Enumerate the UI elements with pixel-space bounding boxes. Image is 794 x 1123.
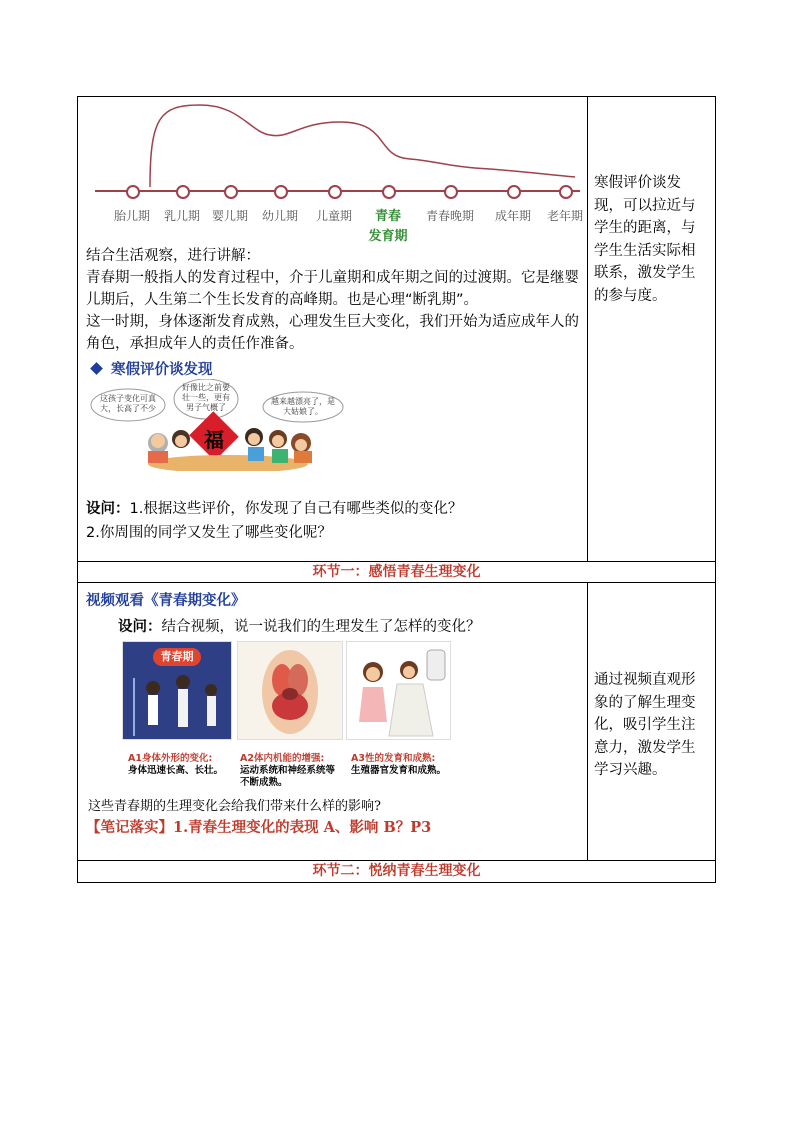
image-title: 青春期 (153, 648, 201, 666)
timeline-dot-icon (559, 185, 573, 199)
timeline-dot-icon (382, 185, 396, 199)
family-dinner-illustration (88, 379, 358, 471)
purpose-text-2: 通过视频直观形象的了解生理变化，吸引学生注意力，激发学生学习兴趣。 (594, 672, 696, 778)
question-label: 设问： (86, 501, 130, 517)
follow-up-question: 这些青春期的生理变化会给我们带来什么样的影响? (88, 799, 381, 814)
timeline-stage-label: 幼儿期 (261, 209, 299, 223)
note-line (86, 816, 431, 837)
life-stage-timeline (90, 97, 585, 247)
timeline-stage-label: 老年期 (546, 209, 584, 223)
timeline-stage-label: 成年期 (494, 209, 532, 223)
link-1-heading: 环节一：感悟青春生理变化 (78, 562, 715, 583)
timeline-dot-icon (274, 185, 288, 199)
content-cell (78, 583, 588, 860)
section-title: 寒假评价谈发现 (111, 362, 213, 378)
organs-image (237, 641, 343, 740)
caption-a1-text: 身体迅速长高、长壮。 (128, 765, 224, 776)
body-shape-image (122, 641, 232, 740)
purpose-cell (588, 583, 715, 860)
diamond-bullet-icon (90, 362, 103, 375)
question-text: 结合视频，说一说我们的生理发生了怎样的变化？ (161, 619, 481, 635)
timeline-dot-icon (176, 185, 190, 199)
question-block (86, 497, 584, 545)
girl-icon (347, 642, 450, 739)
table-row (78, 97, 715, 562)
bubble-1: 这孩子变化可真大，长高了不少 (100, 394, 156, 413)
caption-a3: A3性的发育和成熟: (351, 753, 436, 764)
question-label: 设问： (118, 619, 162, 635)
caption-a1: A1身体外形的变化: (128, 753, 213, 764)
timeline-stage-label: 胎儿期 (113, 209, 151, 223)
lesson-table (77, 96, 716, 883)
timeline-dot-icon (507, 185, 521, 199)
question-1: 1.根据这些评价，你发现了自己有哪些类似的变化？ (129, 501, 463, 517)
bubble-2: 好像比之前要壮一些，更有男子气概了 (182, 383, 230, 412)
caption-a2-text: 运动系统和神经系统等不断成熟。 (240, 765, 336, 788)
content-cell (78, 97, 588, 561)
timeline-stage-label: 青春晚期 (425, 209, 475, 223)
timeline-stage-label: 婴儿期 (211, 209, 249, 223)
intro-line: 结合生活观察，进行讲解： (86, 248, 260, 264)
purpose-text-1: 寒假评价谈发现，可以拉近与学生的距离，与学生生活实际相联系，激发学生的参与度。 (594, 175, 696, 304)
timeline-dot-icon (224, 185, 238, 199)
timeline-dot-icon (444, 185, 458, 199)
paragraph-1: 青春期一般指人的发育过程中，介于儿童期和成年期之间的过渡期。它是继婴儿期后，人生第二个生长发育的高峰期。也是心理“断乳期”。 (86, 270, 579, 308)
caption-a2: A2体内机能的增强: (240, 753, 325, 764)
timeline-dot-icon (126, 185, 140, 199)
video-question (118, 615, 481, 636)
timeline-dot-icon (328, 185, 342, 199)
purpose-cell (588, 97, 715, 561)
section-heading (86, 359, 584, 381)
bubble-3: 越来越漂亮了，是大姑娘了。 (271, 397, 335, 416)
timeline-stage-label: 青春 (374, 209, 402, 224)
note-text: 1.青春生理变化的表现 A、影响 B？P3 (173, 819, 432, 836)
students-icon (123, 668, 231, 739)
table-row (78, 583, 715, 861)
caption-a3-text: 生殖器官发育和成熟。 (351, 765, 447, 776)
timeline-highlight-sub: 发育期 (368, 229, 408, 244)
fu-character: 福 (204, 428, 224, 452)
intro-text-block (86, 245, 584, 381)
timeline-stage-label: 儿童期 (315, 209, 353, 223)
paragraph-2: 这一时期，身体逐渐发育成熟，心理发生巨大变化，我们开始为适应成年人的角色，承担成年人的责任作准备。 (86, 314, 579, 352)
question-2: 2.你周围的同学又发生了哪些变化呢？ (86, 525, 332, 541)
video-title: 视频观看《青春期变化》 (86, 593, 246, 609)
link-2-heading: 环节二：悦纳青春生理变化 (312, 863, 481, 879)
anatomy-icon (238, 642, 342, 739)
note-label: 【笔记落实】 (86, 819, 173, 836)
timeline-stage-label: 乳儿期 (163, 209, 201, 223)
development-image (346, 641, 451, 740)
